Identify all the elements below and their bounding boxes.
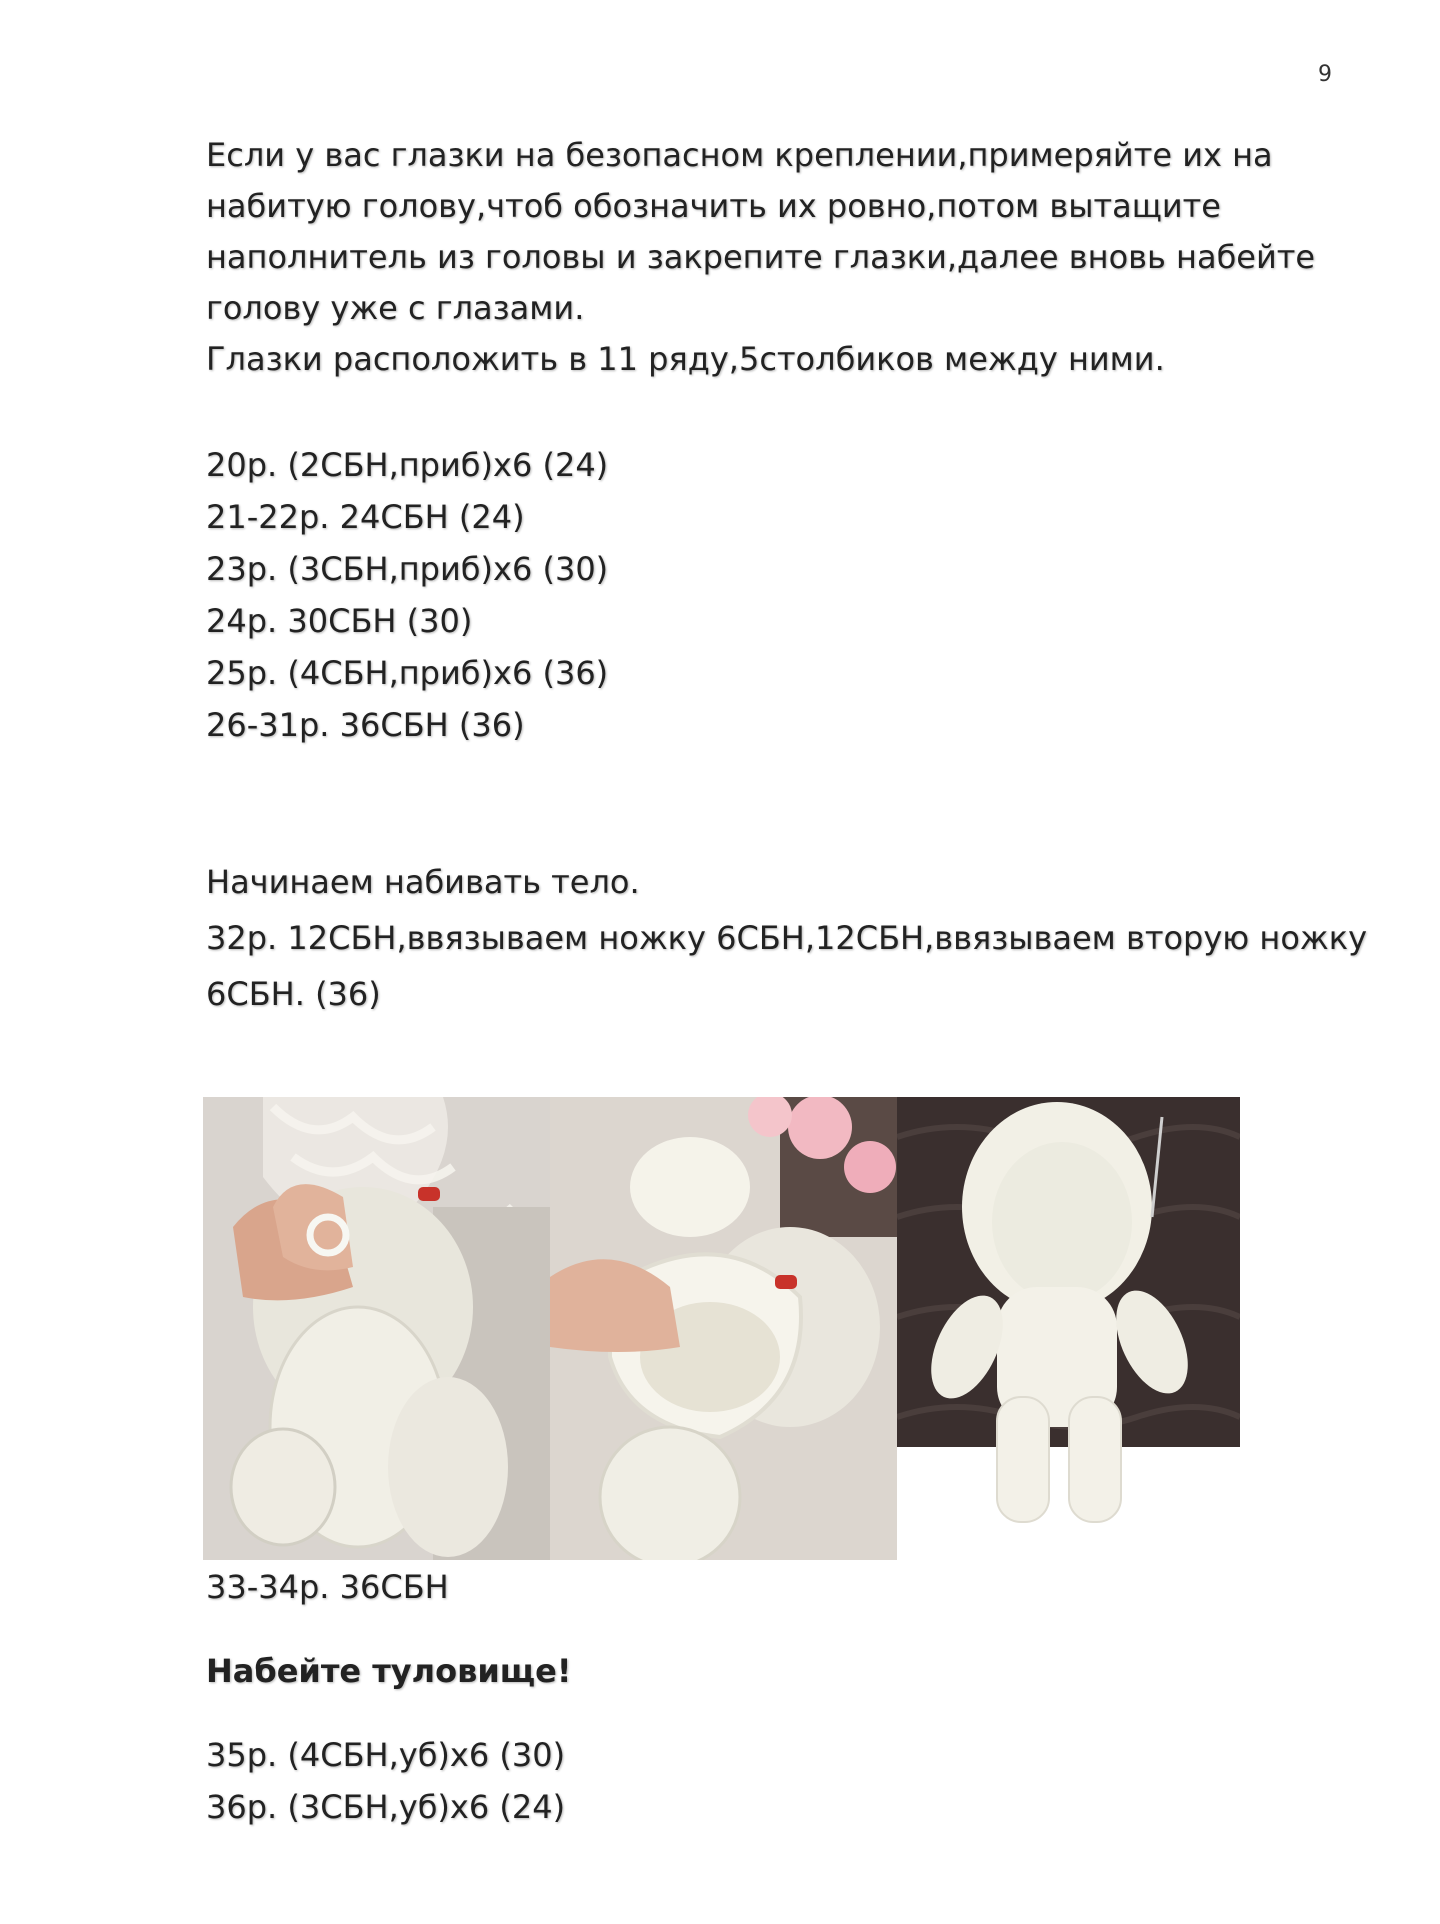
intro-line: Глазки расположить в 11 ряду,5столбиков между ними. [206,340,1165,378]
row-instruction: 26-31р. 36СБН (36) [206,706,525,744]
intro-line: голову уже с глазами. [206,289,585,327]
section-title: Начинаем набивать тело. [206,863,640,901]
row-instruction: 23р. (3СБН,приб)х6 (30) [206,550,609,588]
row-instruction: 20р. (2СБН,приб)х6 (24) [206,446,609,484]
row-instruction: 6СБН. (36) [206,975,381,1013]
row-instruction: 35р. (4СБН,уб)х6 (30) [206,1736,566,1774]
photo-strip [203,1097,1240,1560]
rows-end-list [206,1729,1316,1833]
photo-body-opening [550,1097,897,1560]
intro-line: Если у вас глазки на безопасном креплении,примеряйте их на [206,136,1273,174]
photo-leg-joining [203,1097,550,1560]
intro-line: набитую голову,чтоб обозначить их ровно,потом вытащите [206,187,1221,225]
rows-head-list [206,439,1316,751]
row-33-34: 33-34р. 36СБН [206,1568,449,1606]
intro-paragraph [206,130,1316,385]
photo-finished-body [897,1097,1240,1560]
row-instruction: 25р. (4СБН,приб)х6 (36) [206,654,609,692]
stuff-note: Набейте туловище! [206,1652,572,1690]
page-number: 9 [1318,62,1332,87]
row-instruction: 24р. 30СБН (30) [206,602,473,640]
row-instruction: 21-22р. 24СБН (24) [206,498,525,536]
body-start-block [206,854,1367,1022]
row-instruction: 32р. 12СБН,ввязываем ножку 6СБН,12СБН,ввязываем вторую ножку [206,919,1367,957]
intro-line: наполнитель из головы и закрепите глазки,далее вновь набейте [206,238,1316,276]
row-instruction: 36р. (3СБН,уб)х6 (24) [206,1788,566,1826]
